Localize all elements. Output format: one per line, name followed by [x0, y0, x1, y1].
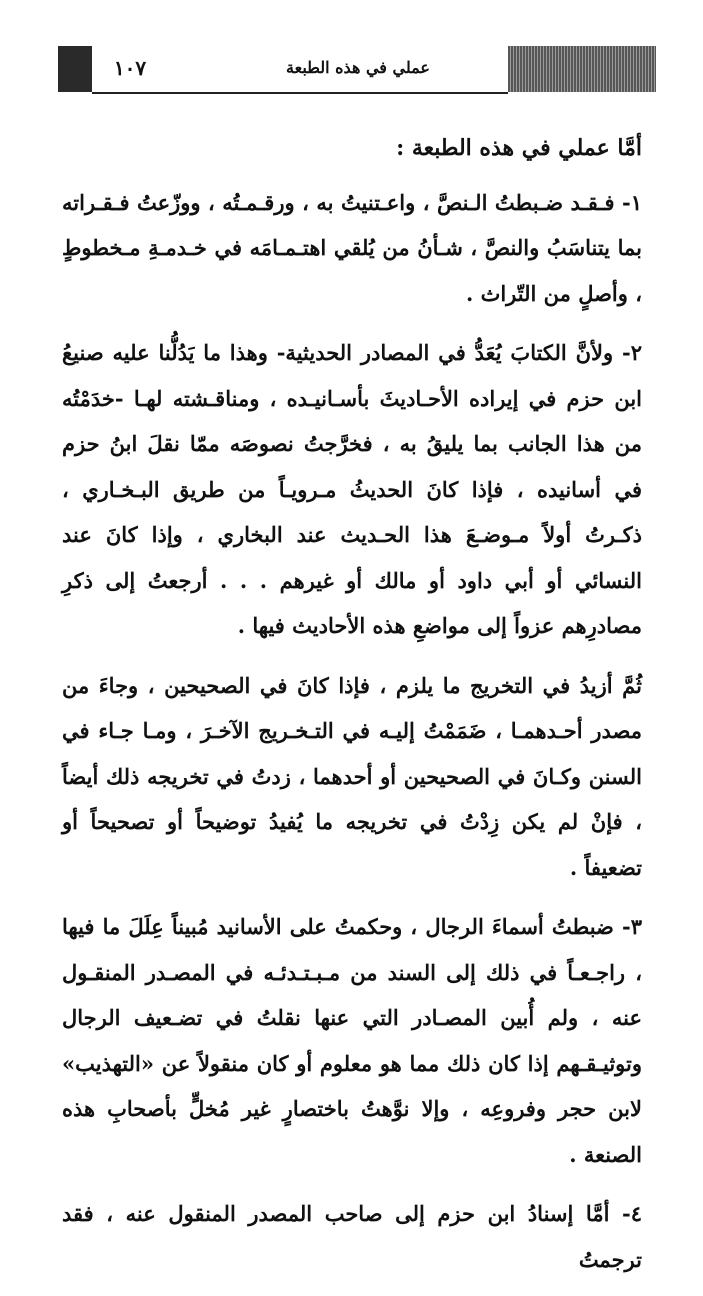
header-decorative-block-left: [58, 46, 92, 92]
header-decorative-block-right: [508, 46, 656, 92]
page-body: [62, 126, 642, 1296]
section-heading: أمَّا عملي في هذه الطبعة :: [396, 135, 642, 161]
running-title: عملي في هذه الطبعة: [286, 58, 430, 77]
running-header: [58, 42, 656, 96]
paragraph-4: ٣- ضبطتُ أسماءَ الرجال ، وحكمتُ على الأسانيد مُبيناً عِلَلَ ما فيها ، راجـعـاً في ذلك إلى السند من مـبـتـدئـه في المصـدر المنقـول عنه ، ولم أُبين المصـادر التي عنها نقلتُ في تضـعيف الرجال وتوثيـقـهم إذا كان ذلك مما هو معلوم أو كان منقولاً عن «التهذيب» لابن حجر وفروعِه ، وإلا نوَّهتُ باختصارٍ غير مُخلٍّ بأصحابِ هذه الصنعة .: [62, 914, 642, 1167]
page-number: ١٠٧: [113, 56, 147, 80]
paragraph-1: ١- فـقـد ضـبطتُ الـنصَّ ، واعـتنيتُ به ، ورقـمـتُه ، ووزّعتُ فـقـراته بما يتناسَبُ والنصَّ ، شـأنُ من يُلقي اهتـمـامَه في خـدمـةِ مـخطوطٍ ، وأصلٍ من التّراث .: [62, 189, 642, 306]
paragraph-5: ٤- أمَّا إسنادُ ابن حزم إلى صاحب المصدر المنقول عنه ، فقد ترجمتُ: [62, 1201, 642, 1272]
paragraph-2: ٢- ولأنَّ الكتابَ يُعَدُّ في المصادر الحديثية- وهذا ما يَدُلُّنا عليه صنيعُ ابن حزم في إيراده الأحـاديثَ بأسـانيـده ، ومناقـشته لهـا -خدَمْتُه من هذا الجانب بما يليقُ به ، فخرَّجتُ نصوصَه ممّا نقلَ ابنُ حزم في أسانيده ، فإذا كانَ الحديثُ مـرويـاً من طريق البـخـاري ، ذكـرتُ أولاً مـوضـعَ هذا الحـديث عند البخاري ، وإذا كانَ عند النسائي أو أبي داود أو مالك أو غيرهم . . . أرجعتُ إلى ذكرِ مصادرِهم عزواً إلى مواضعِ هذه الأحاديث فيها .: [62, 340, 642, 638]
paragraph-3: ثُمَّ أزيدُ في التخريج ما يلزم ، فإذا كانَ في الصحيحين ، وجاءَ من مصدر أحـدهمـا ، ضَمَمْتُ إليـه في التـخـريج الآخـرَ ، ومـا جـاء في السنن وكـانَ في الصحيحين أو أحدهما ، زدتُ في تخريجه ذلك أيضاً ، فإنْ لم يكن زِدْتُ في تخريجه ما يُفيدُ توضيحاً أو تصحيحاً أو تضعيفاً .: [62, 672, 642, 880]
header-rule: [92, 92, 508, 94]
